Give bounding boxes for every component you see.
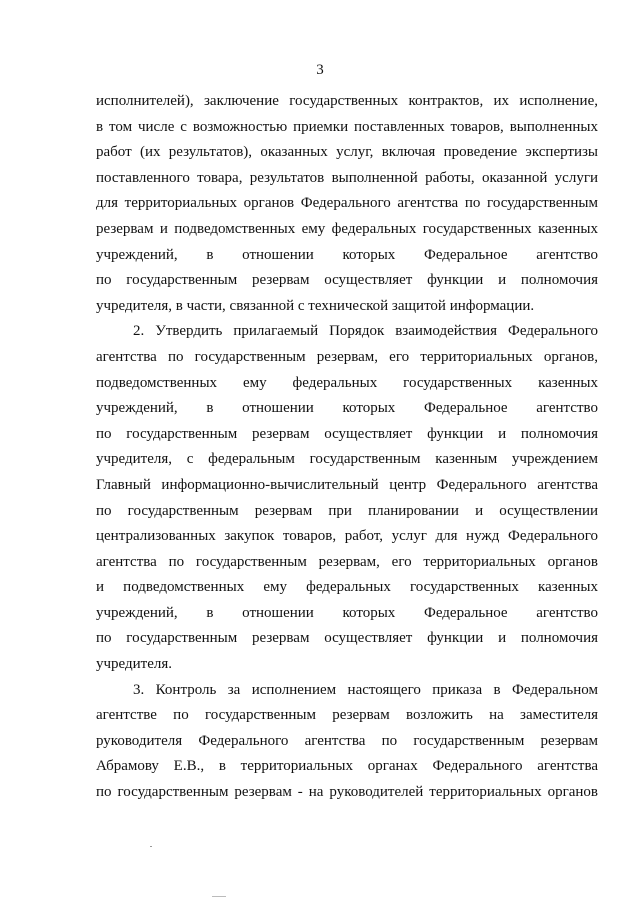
paragraph-2 <box>96 319 598 677</box>
page-number: 3 <box>316 62 324 78</box>
text-line: учреждений, в отношении которых Федеральное агентство <box>96 246 598 263</box>
text-line: по государственным резервам при планировании и осуществлении <box>96 502 598 519</box>
text-line: и подведомственных ему федеральных государственных казенных <box>96 579 598 596</box>
text-line: поставленного товара, результатов выполненной работы, оказанной услуги <box>96 169 598 186</box>
text-line: агентства по государственным резервам, его территориальных органов, <box>96 348 598 365</box>
text-line: агентства по государственным резервам, его территориальных органов <box>96 553 598 570</box>
text-line: учредителя, с федеральным государственным казенным учреждением <box>96 451 598 468</box>
text-line: агентстве по государственным резервам возложить на заместителя <box>96 707 598 724</box>
paragraph-1 <box>96 89 598 319</box>
text-line: Абрамову Е.В., в территориальных органах Федерального агентства <box>96 758 598 775</box>
text-line: руководителя Федерального агентства по государственным резервам <box>96 732 598 749</box>
text-line: по государственным резервам осуществляет функции и полномочия <box>96 630 598 647</box>
text-line: централизованных закупок товаров, работ, услуг для нужд Федерального <box>96 528 598 545</box>
paragraph-3 <box>96 678 598 806</box>
text-line: работ (их результатов), оказанных услуг, включая проведение экспертизы <box>96 144 598 161</box>
text-line: по государственным резервам осуществляет функции и полномочия <box>96 425 598 442</box>
text-line: исполнителей), заключение государственных контрактов, их исполнение, <box>96 93 598 109</box>
text-line: учредителя, в части, связанной с технической защитой информации. <box>96 297 535 314</box>
text-line: для территориальных органов Федерального агентства по государственным <box>96 195 598 212</box>
text-line: 2. Утвердить прилагаемый Порядок взаимодействия Федерального <box>133 323 598 340</box>
text-line: резервам и подведомственных ему федеральных государственных казенных <box>96 220 598 237</box>
text-line: Главный информационно-вычислительный центр Федерального агентства <box>96 476 598 493</box>
text-line: учреждений, в отношении которых Федеральное агентство <box>96 400 598 417</box>
text-line: в том числе с возможностью приемки поставленных товаров, выполненных <box>96 118 598 135</box>
scan-speck <box>212 896 226 897</box>
scan-speck <box>150 846 152 847</box>
document-body <box>96 89 598 806</box>
text-line: 3. Контроль за исполнением настоящего приказа в Федеральном <box>133 681 598 698</box>
text-line: подведомственных ему федеральных государственных казенных <box>96 374 598 391</box>
text-line: по государственным резервам осуществляет функции и полномочия <box>96 272 598 289</box>
text-line: учреждений, в отношении которых Федеральное агентство <box>96 604 598 621</box>
text-line: по государственным резервам - на руководителей территориальных органов <box>96 784 598 801</box>
text-line: учредителя. <box>96 656 173 673</box>
